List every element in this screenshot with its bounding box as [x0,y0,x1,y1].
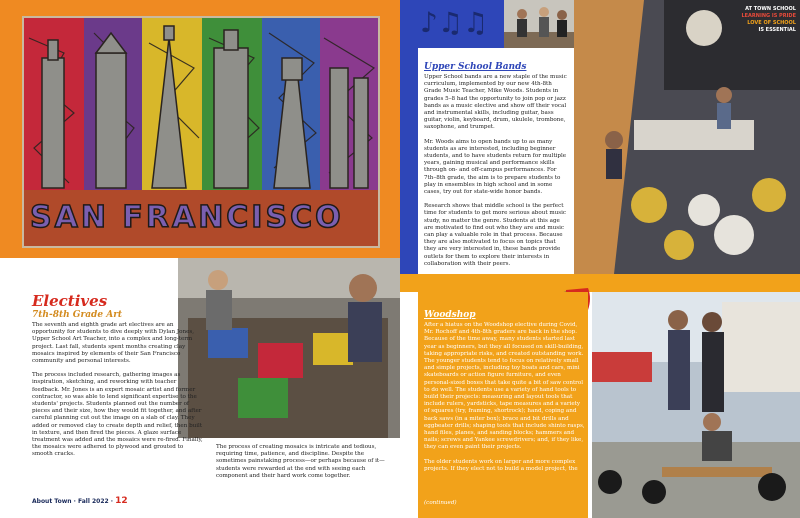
electives-paragraph-3: The process of creating mosaics is intricate and tedious, requiring time, patience, and discipline. Despite the sometimes painstaking process—or perhaps because of it—students were rewarded at the end with seeing each component and their hard work come together. [216,444,385,479]
bands-paragraph-1: Upper School bands are a new staple of the music curriculum, implemented by our new 4th-8th Grade Music Teacher, Mike Woods. Students in grades 5–8 had the opportunity to join pop or jazz bands as a music elective and show off their vocal and instrumental skills, including guitar, bass guitar, violin, keyboard, drum, ukulele, trombone, saxophone, and trumpet. [424,74,567,131]
page-footer [32,496,128,506]
electives-paragraph-1: The seventh and eighth grade art electives are an opportunity for students to dive deeply with Dylan Jones, Upper School Art Teacher, into a complex and long-term project. Last fall, students spent months creating clay mosaics inspired by elements of their San Francisco community and personal interests. [32,322,195,365]
wall-sign-line-4: IS ESSENTIAL [758,27,796,33]
wall-sign [700,6,796,34]
bands-paragraph-2: Mr. Woods aims to open bands up to as many students as are interested, including beginner students, and to have students return for multiple years, gaining musical and performance skills through on- and off-campus performances. For 7th–8th grade, the aim is to prepare students to play in ensembles in high school and in some cases, try out for state-wide honor bands. [424,138,567,196]
electives-column-1 [32,322,204,466]
small-band-photo [504,0,574,48]
wall-sign-line-3: LOVE OF SCHOOL [747,20,796,26]
go-kart-photo [592,292,800,518]
woodshop-paragraph-1: After a hiatus on the Woodshop elective during Covid, Mr. Rochoff and 4th-8th graders are back in the shop. Because of the time away, many students started last year as beginners, but they all focused on skill-building, taking appropriate risks, and created outstanding work. The younger students tend to focus on relatively small and simple projects, including toy boats and cars, mini skateboards or action figure furniture, and even personal-sized boxes that take quite a bit of saw control to do well. The students use a variety of hand tools to build their projects: measuring and layout tools that include rulers, yardsticks, tape measures and a variety of squares (try, framing, shortrock); hand, coping and back saws (in a miter box); brace and bit drills and eggbeater drills; shaping tools that include shinto rasps, hand files, planes, and sanding blocks; hammers and nails; screws and Yankee screwdrivers; and, if they like, they can even paint their projects. [424,322,585,451]
art-subheading: 7th-8th Grade Art [32,310,123,320]
woodshop-header-band [400,274,800,292]
continued-note: (continued) [424,500,457,506]
band-room-photo [574,0,800,274]
electives-heading: Electives [32,292,108,310]
woodshop-heading: Woodshop [424,310,476,320]
woodshop-column [418,292,588,518]
electives-column-2 [216,444,390,487]
art-class-photo [178,258,400,438]
woodshop-text [424,322,586,480]
wall-sign-line-2: LEARNING IS PRIDE [741,13,796,19]
bands-heading: Upper School Bands [424,62,527,72]
blue-side-band [400,48,418,274]
bands-paragraph-3: Research shows that middle school is the perfect time for students to get more serious about music study, no matter the genre. Students at this age are motivated to find out who they are and music can play a valuable role in that process. Because they are also motivated to focus on topics that they are very interested in, these bands provide outlets for them to explore their interests in collaboration with their peers. [424,203,567,267]
electives-paragraph-2: The process included research, gathering images as inspiration, sketching, and reworking with teacher feedback. Mr. Jones is an expert mosaic artist and former contractor, so was able to lend significant expertise to the students' projects. Students planned out the number of pieces and their size, how they would fit together, and after careful planning cut out the image on a slab of clay. They added or removed clay to create depth and relief, then built in texture, and then fired the pieces. A glaze surface treatment was added and the mosaics were re-fired. Finally, the mosaics were adhered to plywood and grouted to smooth cracks. [32,372,203,458]
wall-sign-line-1: AT TOWN SCHOOL [745,6,796,12]
music-notes-icon: ♪♫♫ [420,6,489,39]
bands-column [424,74,568,275]
page-number: 12 [115,496,128,506]
publication-name: About Town · Fall 2022 · [32,498,114,505]
woodshop-paragraph-2: The older students work on larger and more complex projects. If they elect not to build a model project, the [424,458,578,472]
mosaic-lettering: SAN FRANCISCO [30,200,344,235]
san-francisco-mosaic-image [22,16,380,248]
